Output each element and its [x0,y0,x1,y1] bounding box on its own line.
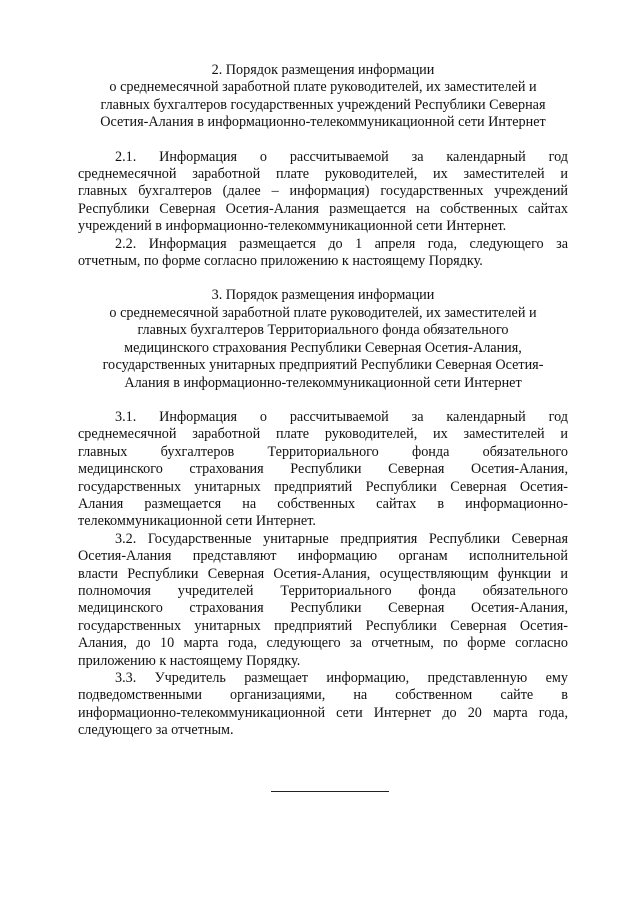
section-3-heading [78,287,568,391]
paragraph-line: 2.1. Информация о рассчитываемой за календарный год [115,148,568,165]
end-separator-line [271,791,389,792]
paragraph-line: 3.2. Государственные унитарные предприятия Республики Северная [115,530,568,547]
paragraph-line: учреждений в информационно-телекоммуникационной сети Интернет. [78,218,507,235]
section-2-subtitle-line: главных бухгалтеров государственных учреждений Республики Северная [100,96,546,113]
paragraph-line: подведомственными организациями, на собственном сайте в [78,687,568,704]
paragraph-line: отчетным, по форме согласно приложению к настоящему Порядку. [78,253,483,270]
paragraph-line: информационно-телекоммуникационной сети Интернет до 20 марта года, [78,704,568,721]
document-page [78,62,568,740]
paragraph-line: следующего за отчетным. [78,722,234,739]
section-2-title: 2. Порядок размещения информации [211,62,435,78]
paragraph-line: государственных унитарных предприятий Республики Северная Осетия- [78,617,568,634]
section-3-subtitle-line: медицинского страхования Республики Северная Осетия-Алания, [124,339,522,356]
paragraph-line: 3.1. Информация о рассчитываемой за календарный год [115,408,568,425]
section-2-subtitle-line: Осетия-Алания в информационно-телекоммуникационной сети Интернет [100,114,546,131]
spacer [78,132,568,149]
section-3-subtitle-line: Алания в информационно-телекоммуникационной сети Интернет [124,374,522,391]
paragraph-line: среднемесячной заработной плате руководителей, их заместителей и [78,426,568,443]
section-3-subtitle-line: главных бухгалтеров Территориального фонда обязательного [137,322,509,339]
paragraph-line: Республики Северная Осетия-Алания размещается на собственных сайтах [78,200,568,217]
paragraph-3-3 [78,670,568,740]
paragraph-line: 3.3. Учредитель размещает информацию, представленную ему [115,670,568,686]
section-2-heading [78,62,568,132]
paragraph-3-2 [78,531,568,670]
paragraph-line: приложению к настоящему Порядку. [78,652,301,669]
paragraph-line: главных бухгалтеров (далее – информация) государственных учреждений [78,183,568,200]
paragraph-line: телекоммуникационной сети Интернет. [78,513,316,530]
paragraph-line: государственных унитарных предприятий Республики Северная Осетия- [78,478,568,495]
paragraph-line: главных бухгалтеров Территориального фонда обязательного [78,443,568,460]
paragraph-line: медицинского страхования Республики Северная Осетия-Алания, [78,461,568,478]
paragraph-line: Алания размещается на собственных сайтах в информационно- [78,495,568,512]
section-3-title: 3. Порядок размещения информации [211,287,435,304]
paragraph-2-2 [78,236,568,271]
paragraph-line: Осетия-Алания представляют информацию органам исполнительной [78,548,568,565]
spacer [78,392,568,409]
paragraph-2-1 [78,149,568,236]
paragraph-line: медицинского страхования Республики Северная Осетия-Алания, [78,600,568,617]
paragraph-line: полномочия учредителей Территориального фонда обязательного [78,582,568,599]
spacer [78,270,568,287]
paragraph-line: власти Республики Северная Осетия-Алания, осуществляющим функции и [78,565,568,582]
paragraph-line: среднемесячной заработной плате руководителей, их заместителей и [78,166,568,183]
section-3-subtitle-line: государственных унитарных предприятий Республики Северная Осетия- [102,357,544,374]
paragraph-line: 2.2. Информация размещается до 1 апреля года, следующего за [115,235,568,252]
paragraph-line: Алания, до 10 марта года, следующего за отчетным, по форме согласно [78,635,568,652]
section-3-subtitle-line: о среднемесячной заработной плате руководителей, их заместителей и [109,304,537,321]
paragraph-3-1 [78,409,568,531]
section-2-subtitle-line: о среднемесячной заработной плате руководителей, их заместителей и [109,79,537,96]
